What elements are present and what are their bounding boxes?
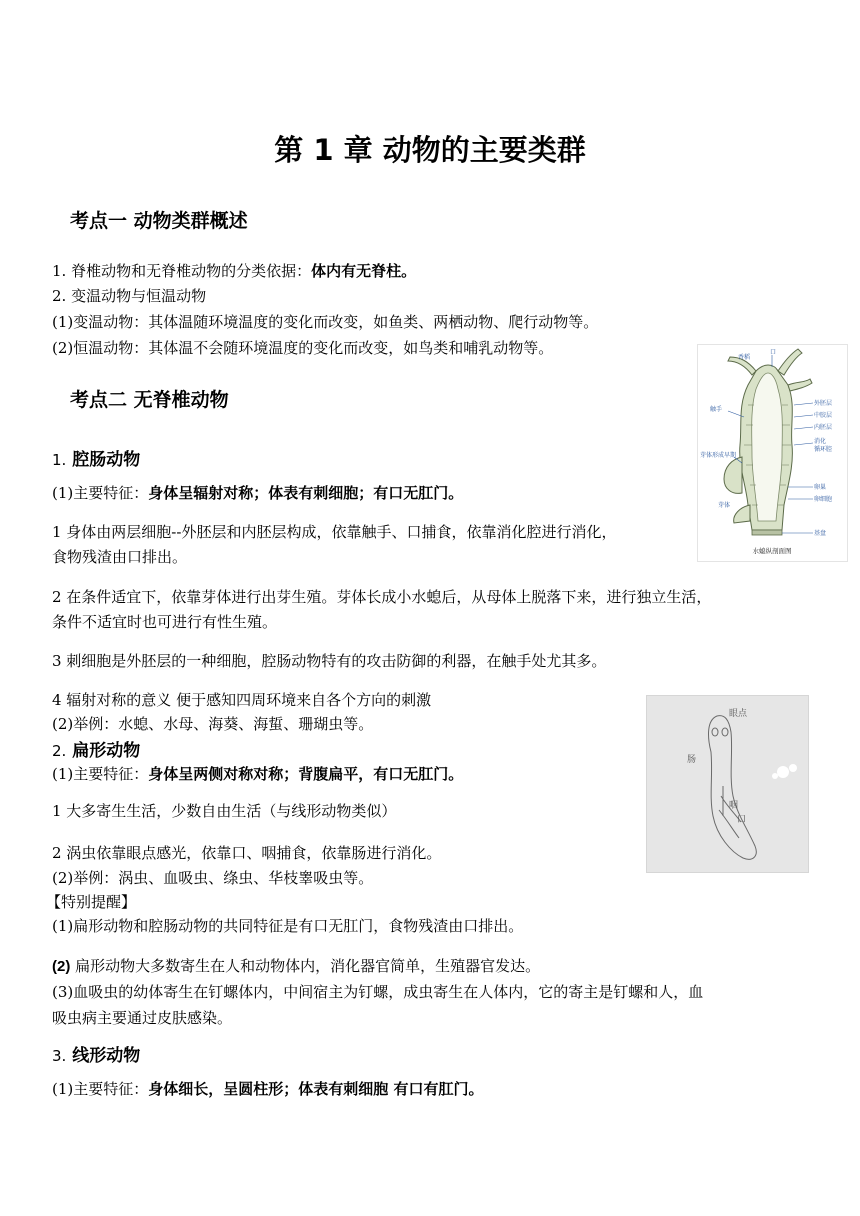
poikilotherm-line: (1)变温动物：其体温随环境温度的变化而改变，如鱼类、两栖动物、爬行动物等。 <box>52 313 599 331</box>
cnidaria-point-1b: 食物残渣由口排出。 <box>52 548 188 566</box>
roundworm-feature-line <box>52 1077 483 1101</box>
feature-bold: 身体细长，呈圆柱形；体表有刺细胞 有口有肛门。 <box>148 1080 484 1098</box>
figure-label-ectoderm: 外胚层 <box>814 400 833 407</box>
photo-label-intestine: 肠 <box>687 755 697 765</box>
photo-label-pharynx: 咽 <box>729 801 739 811</box>
planarian-photo <box>646 695 809 873</box>
note-text: 扁形动物大多数寄生在人和动物体内，消化器官简单，生殖器官发达。 <box>70 957 541 975</box>
temperature-heading-line: 2. 变温动物与恒温动物 <box>52 287 207 305</box>
section-heading-invertebrates: 考点二 无脊椎动物 <box>70 389 229 411</box>
section-heading-overview: 考点一 动物类群概述 <box>70 210 248 232</box>
subsection-number: 3. <box>52 1047 67 1065</box>
figure-caption: 水螅纵剖面图 <box>752 547 792 555</box>
flatworm-point-2: 2 涡虫依靠眼点感光，依靠口、咽捕食，依靠肠进行消化。 <box>52 844 442 862</box>
subsection-heading-flatworm <box>52 736 140 761</box>
feature-prefix: (1)主要特征： <box>52 484 149 502</box>
hydra-cross-section-figure <box>697 344 848 562</box>
cnidaria-point-2a: 2 在条件适宜下，依靠芽体进行出芽生殖。芽体长成小水螅后，从母体上脱落下来，进行独立生活， <box>52 588 712 606</box>
figure-label-bud: 芽体 <box>718 502 731 509</box>
cnidaria-point-3: 3 刺细胞是外胚层的一种细胞，腔肠动物特有的攻击防御的利器，在触手处尤其多。 <box>52 652 607 670</box>
figure-label-endoderm: 内胚层 <box>814 424 833 431</box>
subsection-heading-roundworm <box>52 1041 140 1066</box>
figure-label-ovary: 卵巢 <box>814 484 827 491</box>
flatworm-point-1: 1 大多寄生生活，少数自由生活（与线形动物类似） <box>52 802 397 820</box>
cnidaria-point-1a: 1 身体由两层细胞--外胚层和内胚层构成，依靠触手、口捕食，依靠消化腔进行消化， <box>52 523 617 541</box>
feature-bold: 身体呈辐射对称；体表有刺细胞；有口无肛门。 <box>148 484 464 502</box>
special-note-2 <box>52 954 540 979</box>
subsection-number: 2. <box>52 742 67 760</box>
figure-label-tentacle-top: 香稻 <box>738 354 751 361</box>
cnidaria-examples: (2)举例：水螅、水母、海葵、海蜇、珊瑚虫等。 <box>52 715 374 733</box>
photo-label-mouth: 口 <box>737 815 747 825</box>
figure-label-cavity: 循环腔 <box>814 446 833 453</box>
homeotherm-line: (2)恒温动物：其体温不会随环境温度的变化而改变，如鸟类和哺乳动物等。 <box>52 339 554 357</box>
classification-basis-line <box>52 259 416 283</box>
feature-prefix: (1)主要特征： <box>52 1080 149 1098</box>
figure-label-mouth: 口 <box>770 349 777 356</box>
feature-prefix: (1)主要特征： <box>52 765 149 783</box>
photo-label-eyespot: 眼点 <box>729 709 748 719</box>
hydra-diagram <box>698 345 847 561</box>
flatworm-examples: (2)举例：涡虫、血吸虫、绦虫、华枝睾吸虫等。 <box>52 869 374 887</box>
classification-basis-bold: 体内有无脊柱。 <box>311 262 417 280</box>
special-note-heading: 【特别提醒】 <box>46 893 137 911</box>
cnidaria-feature-line <box>52 481 463 505</box>
planarian-drawing <box>647 696 808 872</box>
note-number: (2) <box>52 958 71 975</box>
special-note-3a: (3)血吸虫的幼体寄生在钉螺体内，中间宿主为钉螺，成虫寄生在人体内，它的寄主是钉螺和人，血 <box>52 983 704 1001</box>
subsection-title: 扁形动物 <box>72 741 141 761</box>
figure-label-early-bud: 芽体形成早期 <box>700 452 737 459</box>
figure-label-tentacle: 触手 <box>710 406 723 413</box>
cnidaria-point-2b: 条件不适宜时也可进行有性生殖。 <box>52 613 278 631</box>
page-title: 第 1 章 动物的主要类群 <box>274 133 586 167</box>
subsection-heading-cnidaria <box>52 445 140 470</box>
classification-basis-text: 1. 脊椎动物和无脊椎动物的分类依据： <box>52 262 312 280</box>
figure-label-gastrovascular: 消化 <box>814 438 827 445</box>
subsection-title: 腔肠动物 <box>72 450 141 470</box>
figure-label-mesoglea: 中胶层 <box>814 412 833 419</box>
special-note-1: (1)扁形动物和腔肠动物的共同特征是有口无肛门，食物残渣由口排出。 <box>52 917 524 935</box>
flatworm-feature-line <box>52 762 463 786</box>
figure-label-basal-disc: 基盘 <box>814 530 827 537</box>
cnidaria-point-4: 4 辐射对称的意义 便于感知四周环境来自各个方向的刺激 <box>52 691 432 709</box>
special-note-3b: 吸虫病主要通过皮肤感染。 <box>52 1009 233 1027</box>
subsection-title: 线形动物 <box>72 1046 141 1066</box>
feature-bold: 身体呈两侧对称对称；背腹扁平，有口无肛门。 <box>148 765 464 783</box>
subsection-number: 1. <box>52 451 67 469</box>
figure-label-egg: 卵细胞 <box>814 496 833 503</box>
